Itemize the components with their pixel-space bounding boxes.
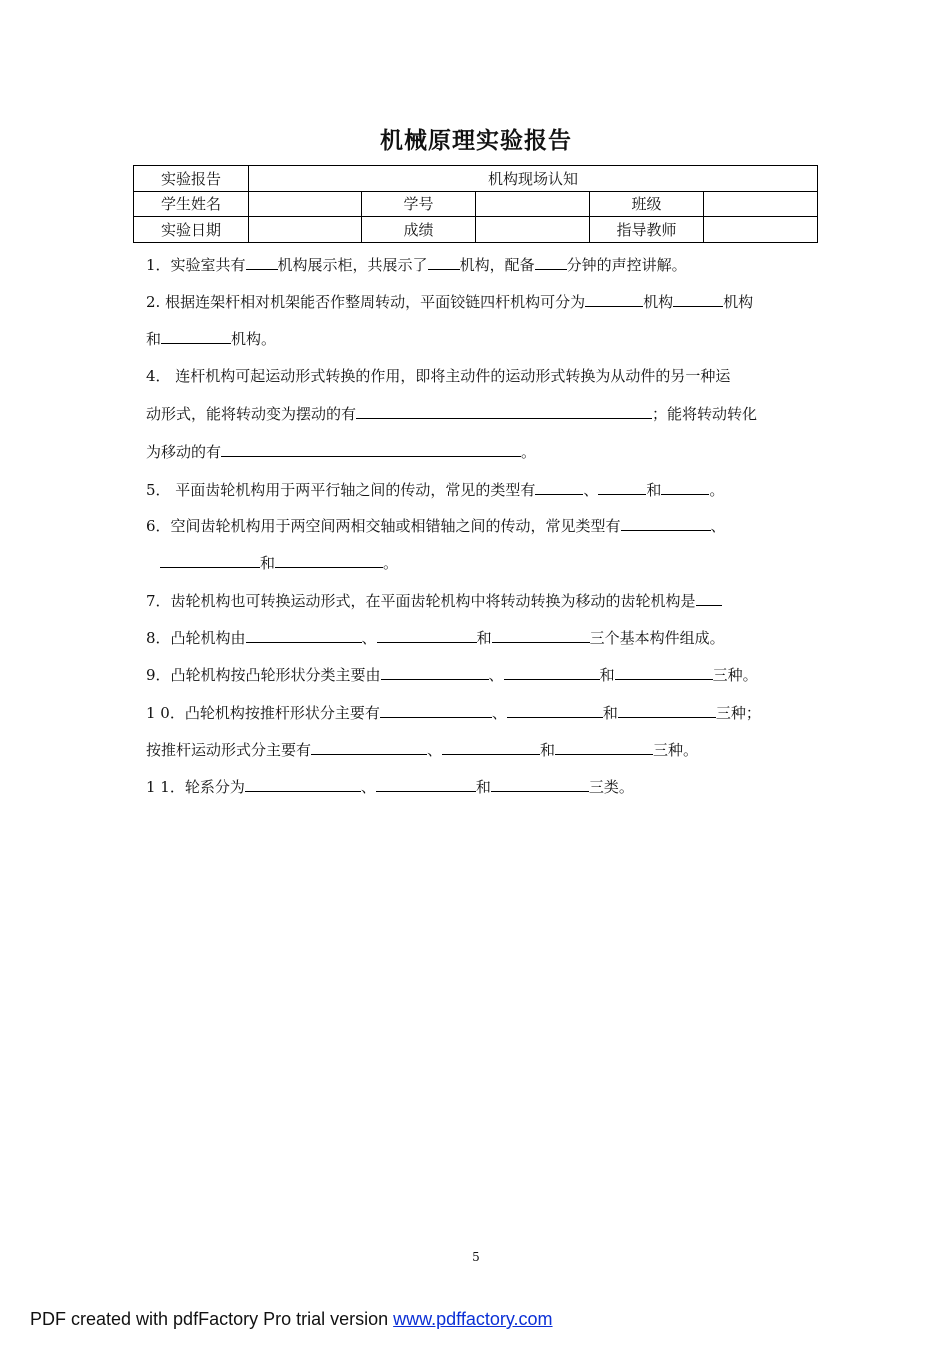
answer-blank[interactable] <box>492 627 590 643</box>
answer-blank[interactable] <box>661 479 709 495</box>
answer-blank[interactable] <box>598 479 646 495</box>
table-row <box>134 217 818 243</box>
student-name-label: 学生姓名 <box>134 191 249 217</box>
table-row <box>134 191 818 217</box>
instructor-label: 指导教师 <box>590 217 704 243</box>
table-row <box>134 166 818 192</box>
answer-blank[interactable] <box>428 254 460 270</box>
student-id-label: 学号 <box>362 191 476 217</box>
answer-blank[interactable] <box>356 403 652 419</box>
answer-blank[interactable] <box>673 291 723 307</box>
question-11: 1 1．轮系分为 、 和 三类。 <box>146 778 634 796</box>
answer-blank[interactable] <box>696 590 722 606</box>
answer-blank[interactable] <box>535 479 583 495</box>
question-10-cont: 按推杆运动形式分主要有 、 和 三种。 <box>146 741 699 759</box>
question-6-cont: 和 。 <box>160 552 820 573</box>
answer-blank[interactable] <box>380 702 492 718</box>
student-name-field[interactable] <box>249 191 362 217</box>
question-4-cont: 动形式，能将转动变为摆动的有 ；能将转动转化 <box>146 405 758 423</box>
answer-blank[interactable] <box>491 776 589 792</box>
question-4: 4． 连杆机构可起运动形式转换的作用，即将主动件的运动形式转换为从动件的另一种运 <box>146 367 731 385</box>
student-id-field[interactable] <box>476 191 590 217</box>
date-label: 实验日期 <box>134 217 249 243</box>
answer-blank[interactable] <box>615 664 713 680</box>
grade-field[interactable] <box>476 217 590 243</box>
date-field[interactable] <box>249 217 362 243</box>
answer-blank[interactable] <box>504 664 600 680</box>
footer-link[interactable]: www.pdffactory.com <box>393 1309 553 1329</box>
pdf-footer <box>30 1309 553 1330</box>
question-6: 6．空间齿轮机构用于两空间两相交轴或相错轴之间的传动，常见类型有 、 <box>146 517 726 535</box>
question-7: 7．齿轮机构也可转换运动形式，在平面齿轮机构中将转动转换为移动的齿轮机构是 <box>146 590 806 611</box>
question-9: 9．凸轮机构按凸轮形状分类主要由 、 和 三种。 <box>146 666 758 684</box>
instructor-field[interactable] <box>704 217 818 243</box>
answer-blank[interactable] <box>507 702 603 718</box>
question-2: 2. 根据连架杆相对机架能否作整周转动，平面铰链四杆机构可分为 机构 机构 <box>146 293 754 311</box>
report-label: 实验报告 <box>134 166 249 192</box>
answer-blank[interactable] <box>621 515 711 531</box>
answer-blank[interactable] <box>585 291 643 307</box>
question-1: 1．实验室共有 机构展示柜，共展示了 机构，配备 分钟的声控讲解。 <box>146 256 687 274</box>
class-label: 班级 <box>590 191 704 217</box>
answer-blank[interactable] <box>311 739 427 755</box>
answer-blank[interactable] <box>275 552 383 568</box>
answer-blank[interactable] <box>377 627 477 643</box>
answer-blank[interactable] <box>246 254 278 270</box>
answer-blank[interactable] <box>535 254 567 270</box>
question-2-cont: 和 机构。 <box>146 330 277 348</box>
answer-blank[interactable] <box>442 739 540 755</box>
question-4-cont2: 为移动的有 。 <box>146 443 537 461</box>
question-5: 5． 平面齿轮机构用于两平行轴之间的传动，常见的类型有 、 和 。 <box>146 481 725 499</box>
answer-blank[interactable] <box>618 702 716 718</box>
report-title-value: 机构现场认知 <box>249 166 818 192</box>
answer-blank[interactable] <box>221 441 521 457</box>
answer-blank[interactable] <box>246 627 362 643</box>
grade-label: 成绩 <box>362 217 476 243</box>
footer-text: PDF created with pdfFactory Pro trial version <box>30 1309 394 1329</box>
page-title: 机械原理实验报告 <box>380 128 572 154</box>
class-field[interactable] <box>704 191 818 217</box>
question-8: 8．凸轮机构由 、 和 三个基本构件组成。 <box>146 629 725 647</box>
question-10: 1 0．凸轮机构按推杆形状分主要有 、 和 三种； <box>146 704 761 722</box>
page-number: 5 <box>472 1250 480 1264</box>
info-table <box>133 165 818 243</box>
answer-blank[interactable] <box>376 776 476 792</box>
answer-blank[interactable] <box>555 739 653 755</box>
answer-blank[interactable] <box>245 776 361 792</box>
answer-blank[interactable] <box>161 328 231 344</box>
answer-blank[interactable] <box>160 552 260 568</box>
answer-blank[interactable] <box>381 664 489 680</box>
